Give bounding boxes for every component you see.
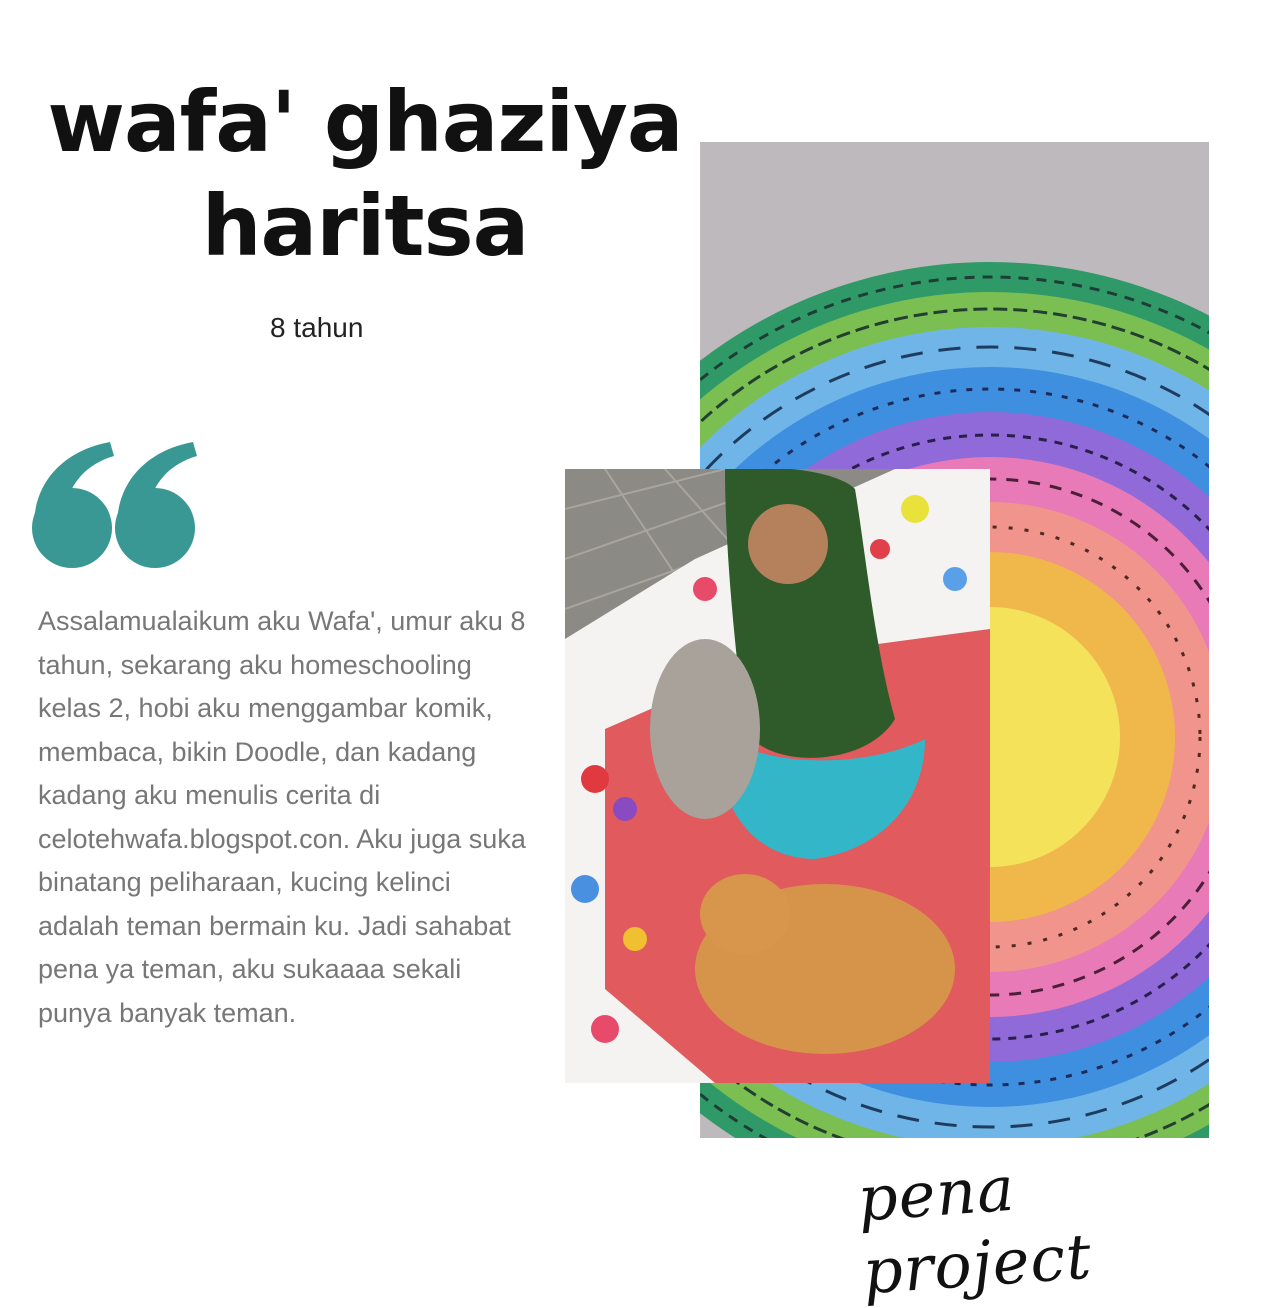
name-line-1: wafa' ghaziya (47, 73, 683, 171)
name-title (30, 70, 700, 278)
girl-with-pets-photo (565, 469, 990, 1083)
quote-open-icon (30, 440, 200, 570)
name-line-2: haritsa (201, 177, 529, 275)
brand-signature: pena project (855, 1151, 1095, 1308)
bio-text: Assalamualaikum aku Wafa', umur aku 8 tahun, sekarang aku homeschooling kelas 2, hobi aku menggambar komik, membaca, bikin Doodle, dan kadang kadang aku menulis cerita di celotehwafa.blogspot.con. Aku juga suka binatang peliharaan, kucing kelinci adalah teman bermain ku. Jadi sahabat pena ya teman, aku sukaaaa sekali punya banyak teman. (38, 606, 526, 1028)
age-label: 8 tahun (270, 312, 364, 343)
